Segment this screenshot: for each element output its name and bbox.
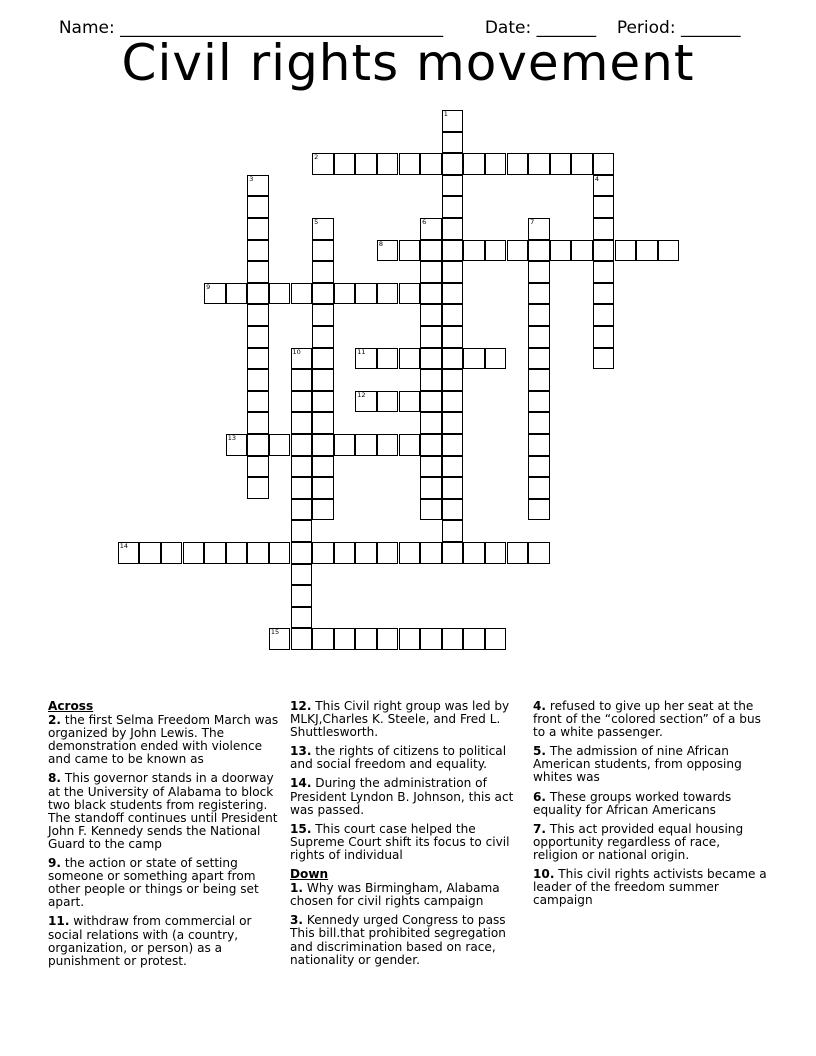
crossword-cell[interactable] bbox=[334, 434, 356, 456]
crossword-cell[interactable] bbox=[247, 348, 269, 370]
crossword-cell[interactable] bbox=[399, 153, 421, 175]
crossword-cell[interactable] bbox=[247, 283, 269, 305]
crossword-cell[interactable] bbox=[420, 499, 442, 521]
crossword-cell[interactable] bbox=[442, 240, 464, 262]
crossword-cell[interactable] bbox=[593, 283, 615, 305]
crossword-cell[interactable] bbox=[442, 153, 464, 175]
crossword-cell[interactable] bbox=[291, 477, 313, 499]
crossword-cell[interactable] bbox=[139, 542, 161, 564]
crossword-cell[interactable] bbox=[312, 477, 334, 499]
crossword-cell[interactable] bbox=[420, 628, 442, 650]
crossword-cell[interactable] bbox=[593, 196, 615, 218]
crossword-cell[interactable] bbox=[247, 542, 269, 564]
crossword-cell[interactable] bbox=[528, 218, 550, 240]
crossword-cell[interactable] bbox=[442, 196, 464, 218]
crossword-cell[interactable] bbox=[442, 391, 464, 413]
crossword-cell[interactable] bbox=[226, 434, 248, 456]
crossword-cell[interactable] bbox=[355, 348, 377, 370]
cell-number: 7 bbox=[530, 218, 535, 226]
crossword-cell[interactable] bbox=[485, 542, 507, 564]
crossword-cell[interactable] bbox=[528, 261, 550, 283]
crossword-cell[interactable] bbox=[399, 240, 421, 262]
cell-number: 3 bbox=[249, 174, 254, 183]
crossword-cell[interactable] bbox=[528, 391, 550, 413]
crossword-cell[interactable] bbox=[291, 456, 313, 478]
crossword-cell[interactable] bbox=[528, 499, 550, 521]
clue-across-9: 9. the action or state of setting someone or something apart from other people or things or being set apart. bbox=[48, 856, 259, 910]
crossword-cell[interactable] bbox=[442, 520, 464, 542]
cell-number: 9 bbox=[206, 282, 211, 291]
crossword-cell[interactable] bbox=[312, 391, 334, 413]
crossword-cell[interactable] bbox=[399, 434, 421, 456]
crossword-cell[interactable] bbox=[226, 283, 248, 305]
crossword-cell[interactable] bbox=[550, 240, 572, 262]
crossword-cell[interactable] bbox=[507, 153, 529, 175]
clues-column-2 bbox=[290, 700, 522, 973]
cell-number: 13 bbox=[227, 434, 236, 442]
crossword-cell[interactable] bbox=[377, 434, 399, 456]
crossword-cell[interactable] bbox=[571, 153, 593, 175]
crossword-cell[interactable] bbox=[550, 153, 572, 175]
crossword-cell[interactable] bbox=[377, 240, 399, 262]
crossword-cell[interactable] bbox=[420, 283, 442, 305]
crossword-cell[interactable] bbox=[118, 542, 140, 564]
crossword-cell[interactable] bbox=[377, 628, 399, 650]
crossword-cell[interactable] bbox=[247, 412, 269, 434]
crossword-cell[interactable] bbox=[312, 499, 334, 521]
crossword-cell[interactable] bbox=[420, 542, 442, 564]
crossword-cell[interactable] bbox=[183, 542, 205, 564]
crossword-cell[interactable] bbox=[485, 153, 507, 175]
cell-number: 10 bbox=[292, 347, 301, 356]
crossword-cell[interactable] bbox=[247, 261, 269, 283]
crossword-cell[interactable] bbox=[247, 196, 269, 218]
cell-number: 12 bbox=[357, 390, 366, 399]
clue-down-1: 1. Why was Birmingham, Alabama chosen for civil rights campaign bbox=[290, 881, 500, 909]
cell-number: 4 bbox=[594, 174, 600, 183]
crossword-cell[interactable] bbox=[442, 261, 464, 283]
crossword-cell[interactable] bbox=[463, 153, 485, 175]
crossword-cell[interactable] bbox=[442, 369, 464, 391]
crossword-cell[interactable] bbox=[528, 456, 550, 478]
clue-across-11: 11. withdraw from commercial or social relations with (a country, organization, or person) as a punishment or protest. bbox=[48, 914, 252, 968]
crossword-cell[interactable] bbox=[355, 542, 377, 564]
crossword-cell[interactable] bbox=[442, 434, 464, 456]
crossword-cell[interactable] bbox=[485, 628, 507, 650]
across-heading: Across bbox=[48, 699, 94, 713]
crossword-cell[interactable] bbox=[593, 261, 615, 283]
crossword-cell[interactable] bbox=[377, 283, 399, 305]
crossword-cell[interactable] bbox=[247, 456, 269, 478]
cell-number: 14 bbox=[119, 542, 128, 550]
crossword-cell[interactable] bbox=[291, 628, 313, 650]
crossword-cell[interactable] bbox=[291, 520, 313, 542]
crossword-cell[interactable] bbox=[312, 412, 334, 434]
clue-down-6: 6. These groups worked towards equality for African Americans bbox=[533, 789, 732, 817]
down-heading: Down bbox=[290, 867, 329, 882]
crossword-cell[interactable] bbox=[399, 391, 421, 413]
crossword-cell[interactable] bbox=[377, 348, 399, 370]
cell-number: 11 bbox=[357, 347, 366, 356]
crossword-cell[interactable] bbox=[528, 304, 550, 326]
crossword-cell[interactable] bbox=[204, 283, 226, 305]
crossword-cell[interactable] bbox=[312, 456, 334, 478]
page-title: Civil rights movement bbox=[121, 34, 695, 92]
clue-across-8: 8. This governor stands in a doorway at the University of Alabama to block two black students from registering. The standoff continues until President John F. Kennedy sends the National Guard to the camp bbox=[48, 771, 278, 851]
crossword-cell[interactable] bbox=[528, 348, 550, 370]
crossword-cell[interactable] bbox=[485, 240, 507, 262]
crossword-cell[interactable] bbox=[355, 434, 377, 456]
crossword-cell[interactable] bbox=[291, 434, 313, 456]
crossword-cell[interactable] bbox=[247, 218, 269, 240]
crossword-cell[interactable] bbox=[442, 412, 464, 434]
cell-number: 15 bbox=[270, 628, 280, 637]
crossword-cell[interactable] bbox=[420, 369, 442, 391]
clue-down-3: 3. Kennedy urged Congress to pass This bill.that prohibited segregation and discrimination based on race, nationality or gender. bbox=[290, 913, 506, 967]
cell-number: 8 bbox=[378, 239, 384, 248]
cell-number: 5 bbox=[314, 218, 319, 226]
date-label: Date: _______ bbox=[484, 18, 597, 38]
crossword-cell[interactable] bbox=[312, 326, 334, 348]
crossword-cell[interactable] bbox=[420, 434, 442, 456]
clue-down-4: 4. refused to give up her seat at the front of the “colored section” of a bus to a white passenger. bbox=[533, 699, 761, 740]
crossword-cell[interactable] bbox=[442, 456, 464, 478]
crossword-cell[interactable] bbox=[528, 477, 550, 499]
crossword-cell[interactable] bbox=[420, 391, 442, 413]
crossword-cell[interactable] bbox=[593, 175, 615, 197]
crossword-cell[interactable] bbox=[442, 348, 464, 370]
name-label: Name: ______________________________________ bbox=[58, 18, 444, 38]
crossword-cell[interactable] bbox=[291, 607, 313, 629]
crossword-cell[interactable] bbox=[312, 542, 334, 564]
crossword-cell[interactable] bbox=[636, 240, 658, 262]
crossword-cell[interactable] bbox=[291, 391, 313, 413]
crossword-cell[interactable] bbox=[528, 369, 550, 391]
crossword-cell[interactable] bbox=[334, 628, 356, 650]
crossword-cell[interactable] bbox=[442, 326, 464, 348]
crossword-cell[interactable] bbox=[355, 391, 377, 413]
crossword-cell[interactable] bbox=[593, 218, 615, 240]
crossword-cell[interactable] bbox=[312, 348, 334, 370]
crossword-cell[interactable] bbox=[593, 153, 615, 175]
crossword-cell[interactable] bbox=[420, 412, 442, 434]
crossword-cell[interactable] bbox=[312, 628, 334, 650]
crossword-cell[interactable] bbox=[420, 218, 442, 240]
crossword-cell[interactable] bbox=[312, 434, 334, 456]
crossword-cell[interactable] bbox=[269, 283, 291, 305]
crossword-cell[interactable] bbox=[528, 153, 550, 175]
crossword-cell[interactable] bbox=[312, 304, 334, 326]
crossword-cell[interactable] bbox=[463, 542, 485, 564]
crossword-cell[interactable] bbox=[334, 153, 356, 175]
crossword-cell[interactable] bbox=[420, 326, 442, 348]
crossword-cell[interactable] bbox=[355, 628, 377, 650]
crossword-cell[interactable] bbox=[420, 477, 442, 499]
crossword-cell[interactable] bbox=[442, 542, 464, 564]
clue-down-7: 7. This act provided equal housing opportunity regardless of race, religion or national origin. bbox=[533, 821, 744, 862]
crossword-cell[interactable] bbox=[420, 240, 442, 262]
crossword-cell[interactable] bbox=[399, 348, 421, 370]
crossword-cell[interactable] bbox=[420, 153, 442, 175]
crossword-cell[interactable] bbox=[399, 628, 421, 650]
crossword-cell[interactable] bbox=[593, 348, 615, 370]
crossword-cell[interactable] bbox=[528, 412, 550, 434]
crossword-cell[interactable] bbox=[291, 585, 313, 607]
crossword-cell[interactable] bbox=[377, 153, 399, 175]
clues-column-1 bbox=[48, 700, 284, 974]
crossword-cell[interactable] bbox=[269, 434, 291, 456]
crossword-cell[interactable] bbox=[247, 391, 269, 413]
crossword-cell[interactable] bbox=[291, 283, 313, 305]
crossword-cell[interactable] bbox=[528, 434, 550, 456]
crossword-cell[interactable] bbox=[420, 348, 442, 370]
crossword-cell[interactable] bbox=[442, 175, 464, 197]
crossword-cell[interactable] bbox=[269, 542, 291, 564]
crossword-cell[interactable] bbox=[463, 348, 485, 370]
crossword-cell[interactable] bbox=[593, 240, 615, 262]
crossword-cell[interactable] bbox=[442, 132, 464, 154]
clue-across-13: 13. the rights of citizens to political and social freedom and equality. bbox=[290, 744, 507, 772]
crossword-cell[interactable] bbox=[528, 542, 550, 564]
crossword-cell[interactable] bbox=[463, 240, 485, 262]
cell-number: 1 bbox=[443, 110, 448, 118]
crossword-cell[interactable] bbox=[269, 628, 291, 650]
clue-across-14: 14. During the administration of President Lyndon B. Johnson, this act was passed. bbox=[290, 776, 514, 817]
crossword-cell[interactable] bbox=[226, 542, 248, 564]
crossword-cell[interactable] bbox=[247, 434, 269, 456]
crossword-cell[interactable] bbox=[291, 564, 313, 586]
clue-across-2: 2. the first Selma Freedom March was organized by John Lewis. The demonstration ended with violence and came to be known as bbox=[48, 713, 279, 767]
crossword-cell[interactable] bbox=[291, 348, 313, 370]
crossword-cell[interactable] bbox=[420, 456, 442, 478]
cell-number: 6 bbox=[422, 218, 427, 226]
crossword-cell[interactable] bbox=[247, 175, 269, 197]
crossword-cell[interactable] bbox=[442, 110, 464, 132]
clue-across-12: 12. This Civil right group was led by MLKJ,Charles K. Steele, and Fred L. Shuttlesworth. bbox=[290, 699, 510, 740]
crossword-cell[interactable] bbox=[399, 542, 421, 564]
crossword-cell[interactable] bbox=[377, 542, 399, 564]
crossword-cell[interactable] bbox=[312, 261, 334, 283]
crossword-cell[interactable] bbox=[161, 542, 183, 564]
crossword-cell[interactable] bbox=[312, 218, 334, 240]
crossword-cell[interactable] bbox=[355, 283, 377, 305]
crossword-cell[interactable] bbox=[291, 542, 313, 564]
crossword-cell[interactable] bbox=[485, 348, 507, 370]
crossword-cell[interactable] bbox=[312, 283, 334, 305]
crossword-cell[interactable] bbox=[442, 218, 464, 240]
crossword-cell[interactable] bbox=[463, 628, 485, 650]
crossword-cell[interactable] bbox=[528, 283, 550, 305]
crossword-cell[interactable] bbox=[593, 326, 615, 348]
crossword-cell[interactable] bbox=[442, 477, 464, 499]
clues-column-3 bbox=[533, 700, 768, 913]
crossword-cell[interactable] bbox=[442, 628, 464, 650]
crossword-cell[interactable] bbox=[247, 369, 269, 391]
crossword-cell[interactable] bbox=[399, 283, 421, 305]
crossword-cell[interactable] bbox=[291, 369, 313, 391]
crossword-cell[interactable] bbox=[507, 240, 529, 262]
crossword-cell[interactable] bbox=[334, 542, 356, 564]
crossword-cell[interactable] bbox=[291, 499, 313, 521]
crossword-cell[interactable] bbox=[528, 326, 550, 348]
crossword-cell[interactable] bbox=[247, 477, 269, 499]
crossword-cell[interactable] bbox=[420, 304, 442, 326]
crossword-cell[interactable] bbox=[247, 326, 269, 348]
crossword-cell[interactable] bbox=[571, 240, 593, 262]
crossword-cell[interactable] bbox=[442, 283, 464, 305]
crossword-cell[interactable] bbox=[312, 240, 334, 262]
crossword-cell[interactable] bbox=[377, 391, 399, 413]
crossword-cell[interactable] bbox=[420, 261, 442, 283]
crossword-cell[interactable] bbox=[442, 304, 464, 326]
crossword-cell[interactable] bbox=[658, 240, 680, 262]
clue-down-10: 10. This civil rights activists became a leader of the freedom summer campaign bbox=[533, 867, 767, 908]
clue-down-5: 5. The admission of nine African American students, from opposing whites was bbox=[533, 744, 742, 785]
crossword-cell[interactable] bbox=[528, 240, 550, 262]
crossword-cell[interactable] bbox=[312, 153, 334, 175]
clue-across-15: 15. This court case helped the Supreme Court shift its focus to civil rights of individual bbox=[290, 821, 510, 862]
crossword-cell[interactable] bbox=[507, 542, 529, 564]
crossword-cell[interactable] bbox=[312, 369, 334, 391]
crossword-cell[interactable] bbox=[615, 240, 637, 262]
crossword-cell[interactable] bbox=[355, 153, 377, 175]
crossword-cell[interactable] bbox=[291, 412, 313, 434]
crossword-cell[interactable] bbox=[247, 304, 269, 326]
crossword-cell[interactable] bbox=[204, 542, 226, 564]
crossword-cell[interactable] bbox=[334, 283, 356, 305]
crossword-cell[interactable] bbox=[247, 240, 269, 262]
period-label: Period: _______ bbox=[616, 18, 741, 38]
cell-number: 2 bbox=[314, 153, 319, 162]
crossword-cell[interactable] bbox=[442, 499, 464, 521]
crossword-cell[interactable] bbox=[593, 304, 615, 326]
